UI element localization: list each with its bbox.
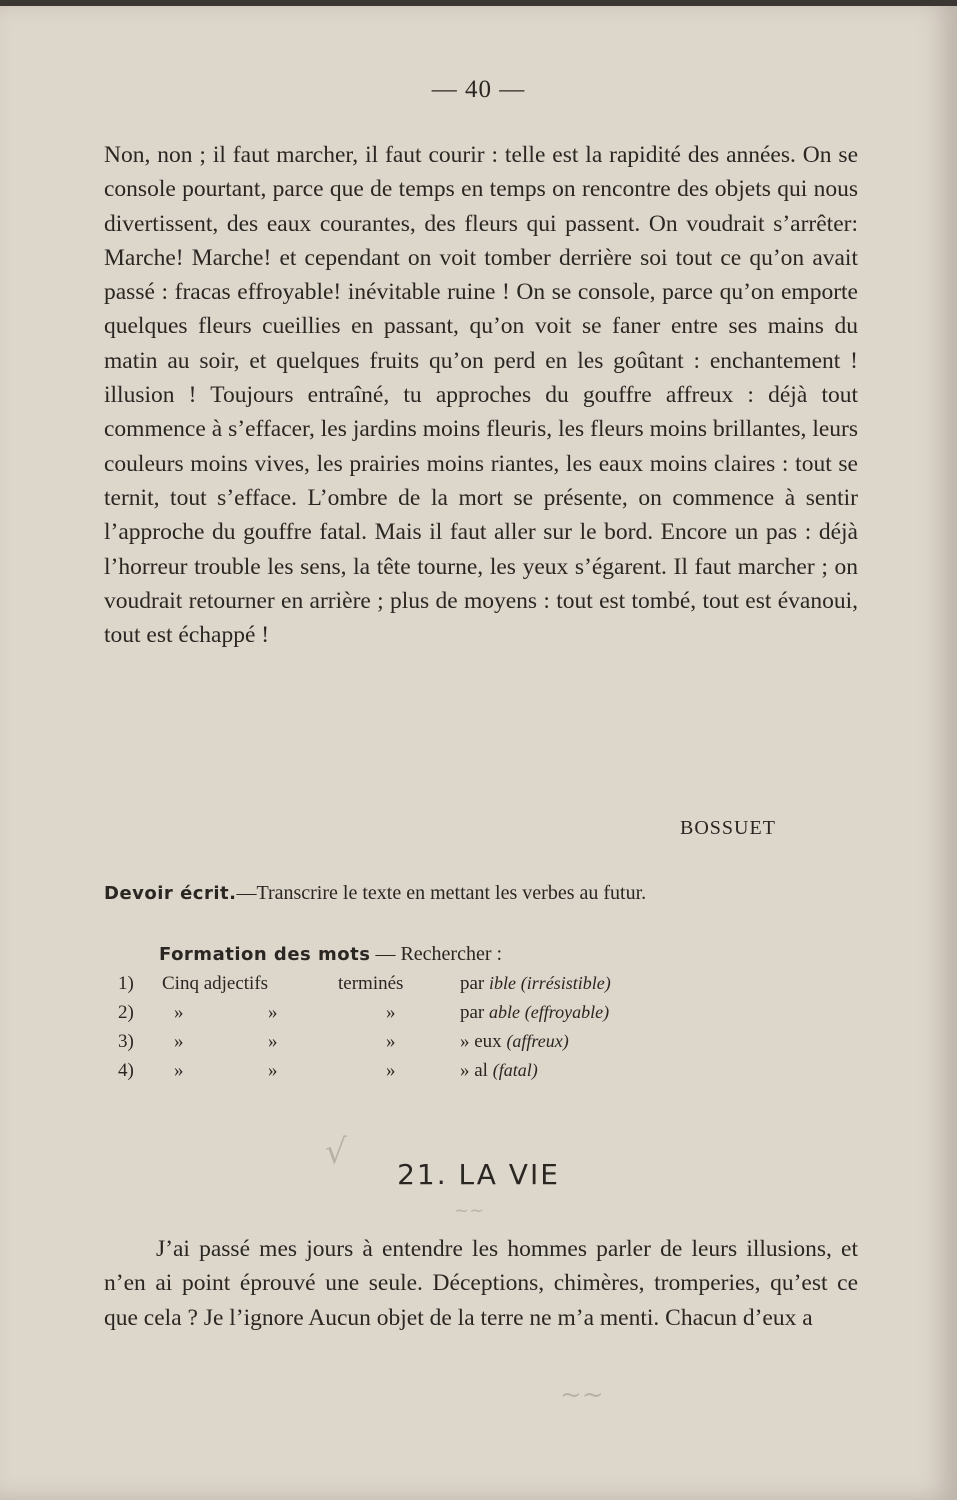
item-subject: » <box>268 1060 278 1081</box>
ending-prefix: » al <box>460 1060 488 1081</box>
chapter-title: 21. LA VIE <box>397 1158 560 1191</box>
ending-suffix: ible <box>489 973 517 993</box>
written-exercise <box>104 880 858 907</box>
bossuet-passage: Non, non ; il faut marcher, il faut courir : telle est la rapidité des années. On se console pourtant, parce que de temps en temps on rencontre des objets qui nous divertissent, des eaux courantes, des fleurs qui passent. On voudrait s’arrêter: Marche! Marche! et cependant on voit tomber derrière soi tout ce qu’on avait passé : fracas effroyable! inévitable ruine ! On se console, parce qu’on emporte quelques fleurs cueillies en passant, qu’on voit se faner entre ses mains du matin au soir, et quelques fruits qu’on perd en les goûtant : enchantement ! illusion ! Toujours entraîné, tu approches du gouffre affreux : déjà tout commence à s’effacer, les jardins moins fleuris, les fleurs moins brillantes, leurs couleurs moins vives, les prairies moins riantes, les eaux moins claires : tout se ternit, tout s’efface. L’ombre de la mort se présente, on commence à sentir l’approche du gouffre fatal. Mais il faut aller sur le bord. Encore un pas : déjà l’horreur trouble les sens, la tête tourne, les yeux s’égarent. Il faut marcher ; on voudrait retourner en arrière ; plus de moyens : tout est tombé, tout est évanoui, tout est échappé ! <box>104 142 858 649</box>
item-qualifier: terminés <box>338 973 404 994</box>
item-qualifier: » <box>386 1060 396 1081</box>
item-number: 1) <box>118 973 134 994</box>
chapter-text: J’ai passé mes jours à entendre les hommes parler de leurs illusions, et n’en ai point éprouvé une seule. Déceptions, chimères, tromperies, qu’est ce que cela ? Je l’ignore Aucun objet de la terre ne m’a menti. Chacun d’eux a <box>104 1236 858 1331</box>
item-qualifier: » <box>386 1031 396 1052</box>
item-number: 4) <box>118 1060 134 1081</box>
exercise-heading: Devoir écrit. <box>104 883 237 904</box>
formation-instruction: — Rechercher : <box>375 943 503 965</box>
formation-heading: Formation des mots <box>159 944 371 965</box>
author-attribution: BOSSUET <box>680 817 776 839</box>
page-number: — 40 — <box>431 76 526 103</box>
ending-example: (irrésistible) <box>520 973 611 993</box>
word-formation-header <box>159 943 502 966</box>
item-qualifier: » <box>386 1002 396 1023</box>
ending-example: (fatal) <box>492 1060 538 1080</box>
ending-prefix: par <box>460 1002 485 1023</box>
item-subject: » <box>174 1002 184 1023</box>
item-number: 3) <box>118 1031 134 1052</box>
exercise-text: —Transcrire le texte en mettant les verbes au futur. <box>236 882 647 904</box>
ending-prefix: par <box>460 973 485 994</box>
pencil-annotation: ~~ <box>560 1380 604 1410</box>
ending-prefix: » eux <box>460 1031 502 1052</box>
item-subject: » <box>174 1031 184 1052</box>
item-ending <box>460 1002 609 1024</box>
item-subject: » <box>268 1002 278 1023</box>
item-ending <box>460 973 611 995</box>
item-ending <box>460 1060 538 1082</box>
ending-example: (affreux) <box>506 1031 569 1051</box>
pencil-check-mark: √ <box>325 1132 347 1172</box>
ending-example: (effroyable) <box>524 1002 610 1022</box>
item-subject: » <box>268 1031 278 1052</box>
item-ending <box>460 1031 569 1053</box>
item-subject: » <box>174 1060 184 1081</box>
item-number: 2) <box>118 1002 134 1023</box>
item-subject: Cinq adjectifs <box>162 973 269 994</box>
ending-suffix: able <box>489 1002 521 1022</box>
pencil-annotation: ~~ <box>454 1200 485 1221</box>
